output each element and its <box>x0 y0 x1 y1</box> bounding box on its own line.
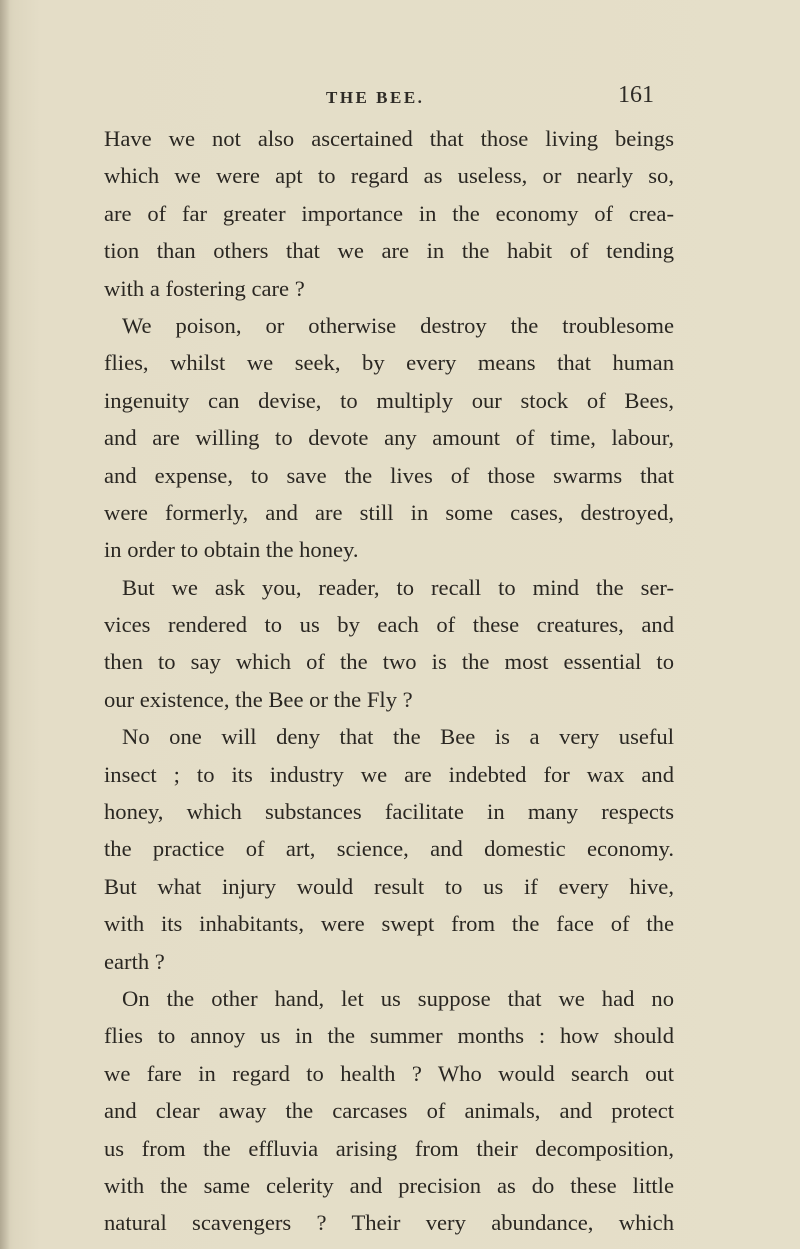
text-line: ingenuity can devise, to multiply our stock of Bees, <box>104 387 674 413</box>
text-line: honey, which substances facilitate in many respects <box>104 799 674 825</box>
text-line: we fare in regard to health ? Who would search out <box>104 1060 674 1086</box>
text-line: earth ? <box>104 948 165 974</box>
text-line: which we were apt to regard as useless, or nearly so, <box>104 163 674 189</box>
text-line: flies, whilst we seek, by every means that human <box>104 350 674 376</box>
page-gutter-shadow <box>0 0 10 1249</box>
text-line: the practice of art, science, and domestic economy. <box>104 836 674 862</box>
running-head <box>0 82 800 112</box>
text-line: were formerly, and are still in some cases, destroyed, <box>104 499 674 525</box>
text-line: natural scavengers ? Their very abundance, which <box>104 1210 674 1236</box>
text-line: flies to annoy us in the summer months : how should <box>104 1023 674 1049</box>
text-line: then to say which of the two is the most essential to <box>104 649 674 675</box>
text-line: No one will deny that the Bee is a very useful <box>122 724 674 750</box>
text-line: insect ; to its industry we are indebted for wax and <box>104 761 674 787</box>
text-line: On the other hand, let us suppose that we had no <box>122 985 674 1011</box>
text-line: with the same celerity and precision as do these little <box>104 1172 674 1198</box>
text-line: and are willing to devote any amount of time, labour, <box>104 425 674 451</box>
text-line: and clear away the carcases of animals, and protect <box>104 1098 674 1124</box>
text-line: with a fostering care ? <box>104 275 305 301</box>
text-line: with its inhabitants, were swept from the face of the <box>104 911 674 937</box>
text-line: are of far greater importance in the economy of crea- <box>104 200 674 226</box>
text-line: We poison, or otherwise destroy the troublesome <box>122 312 674 338</box>
text-line: and expense, to save the lives of those swarms that <box>104 462 674 488</box>
text-line: But we ask you, reader, to recall to mind the ser- <box>122 574 674 600</box>
body-text <box>104 120 674 1242</box>
text-line: tion than others that we are in the habit of tending <box>104 238 674 264</box>
text-line: But what injury would result to us if every hive, <box>104 873 674 899</box>
text-line: in order to obtain the honey. <box>104 537 359 563</box>
page-number: 161 <box>618 82 654 108</box>
text-line: our existence, the Bee or the Fly ? <box>104 686 413 712</box>
text-line: us from the effluvia arising from their decomposition, <box>104 1135 674 1161</box>
text-line: vices rendered to us by each of these creatures, and <box>104 612 674 638</box>
running-title: THE BEE. <box>326 88 425 107</box>
text-line: Have we not also ascertained that those living beings <box>104 126 674 151</box>
